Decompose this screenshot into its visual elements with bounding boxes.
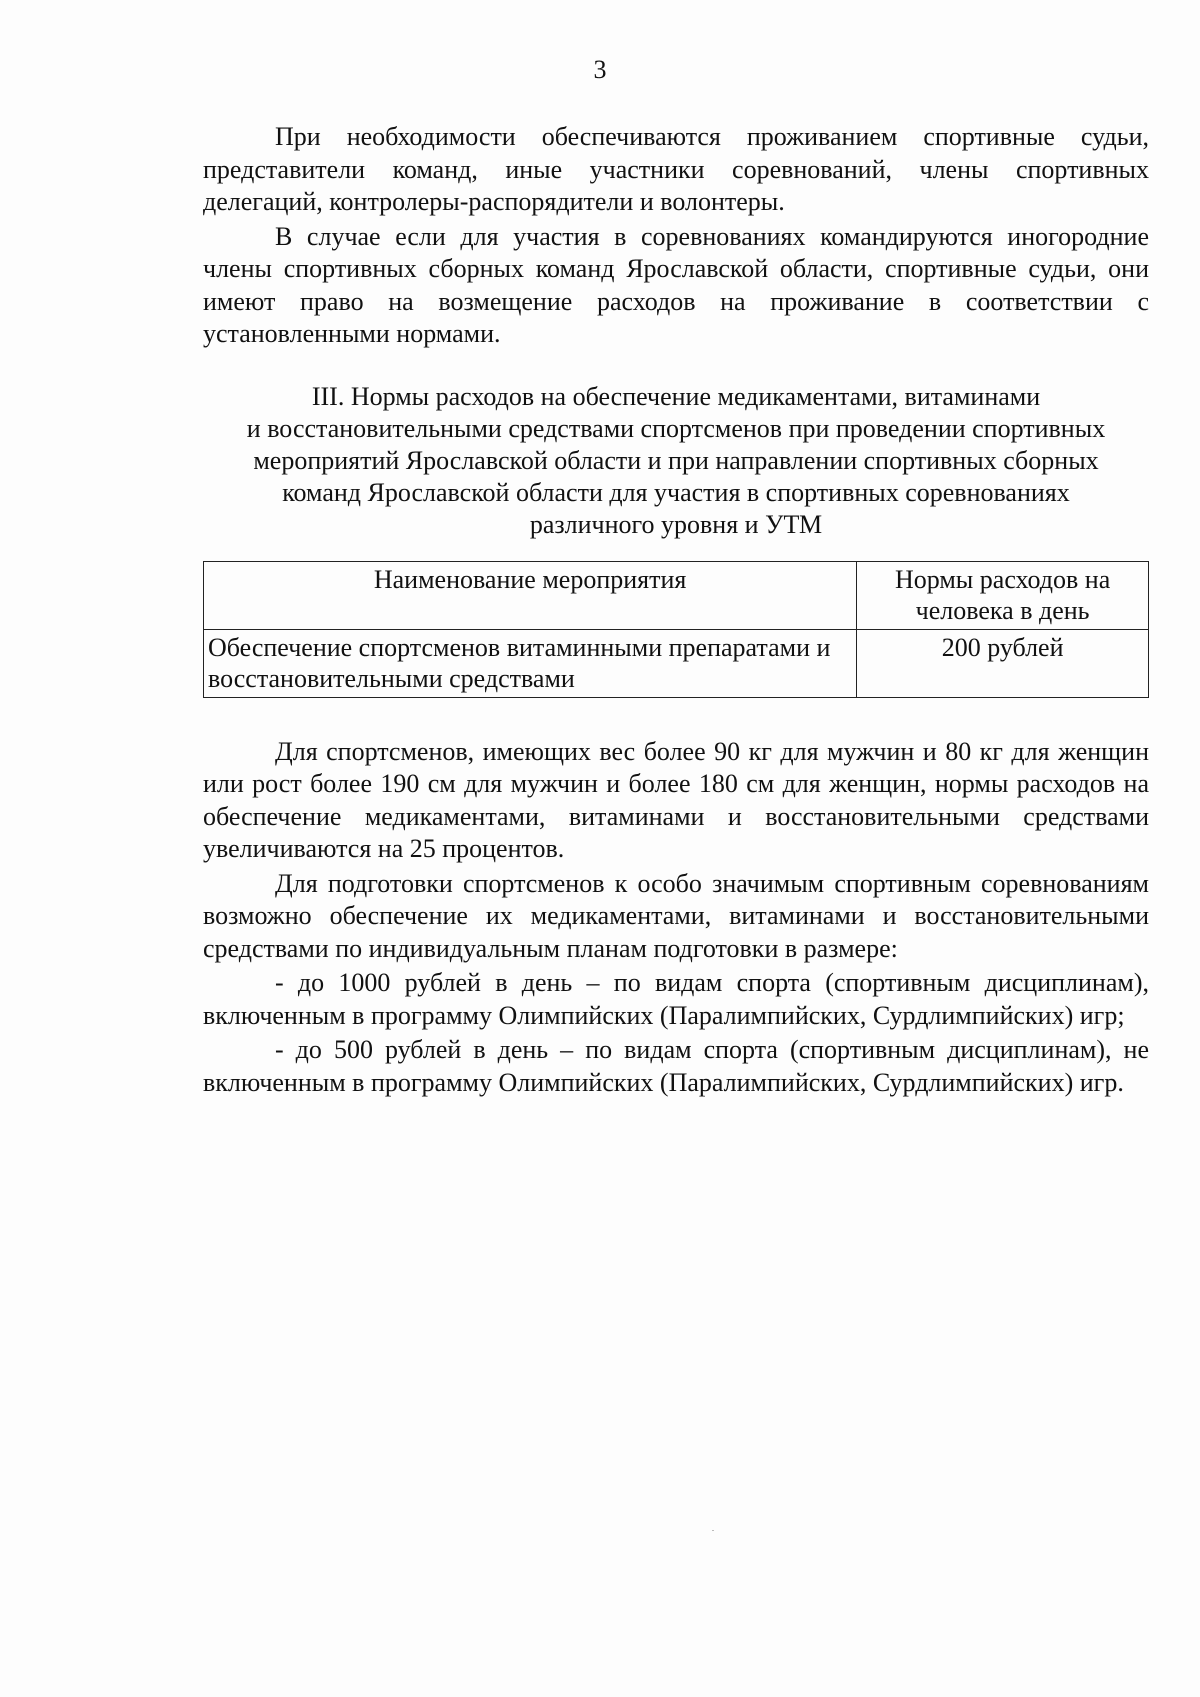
table-header-event: Наименование мероприятия (204, 561, 857, 629)
section-heading-line: команд Ярославской области для участия в спортивных соревнованиях (282, 477, 1070, 507)
scan-speck (712, 1530, 714, 1531)
table-cell-event: Обеспечение спортсменов витаминными препаратами и восстановительными средствами (204, 629, 857, 697)
paragraph-individual-plans: Для подготовки спортсменов к особо значимым спортивным соревнованиям возможно обеспечение их медикаментами, витаминами и восстановительными средствами по индивидуальным планам подготовки в размере: (203, 868, 1149, 963)
section-heading-line: мероприятий Ярославской области и при направлении спортивных сборных (253, 445, 1099, 475)
table-header-row (204, 561, 1149, 629)
section-heading-line: и восстановительными средствами спортсменов при проведении спортивных (246, 413, 1106, 443)
document-body (203, 121, 1149, 1099)
section-heading-line: III. Нормы расходов на обеспечение медикаментами, витаминами (311, 381, 1041, 411)
section-heading (203, 381, 1149, 541)
list-item-non-olympic: - до 500 рублей в день – по видам спорта (спортивным дисциплинам), не включенным в программу Олимпийских (Паралимпийских, Сурдлимпийских) игр. (203, 1035, 1149, 1097)
table-cell-norm: 200 рублей (857, 629, 1149, 697)
table-header-norm: Нормы расходов на человека в день (857, 561, 1149, 629)
page-number: 3 (593, 55, 607, 84)
paragraph-weight-height: Для спортсменов, имеющих вес более 90 кг для мужчин и 80 кг для женщин или рост более 190 см для мужчин и более 180 см для женщин, нормы расходов на обеспечение медикаментами, витаминами и восстановительными средствами увеличиваются на 25 процентов. (203, 736, 1149, 863)
table-row (204, 629, 1149, 697)
paragraph-accommodation: При необходимости обеспечиваются проживанием спортивные судьи, представители команд, иные участники соревнований, члены спортивных делегаций, контролеры-распорядители и волонтеры. (203, 122, 1149, 216)
section-heading-line: различного уровня и УТМ (529, 509, 823, 539)
list-item-olympic: - до 1000 рублей в день – по видам спорта (спортивным дисциплинам), включенным в программу Олимпийских (Паралимпийских, Сурдлимпийских) игр; (203, 968, 1149, 1030)
paragraph-reimbursement: В случае если для участия в соревнованиях командируются иногородние члены спортивных сборных команд Ярославской области, спортивные судьи, они имеют право на возмещение расходов на проживание в соответствии с установленными нормами. (203, 221, 1149, 348)
expense-norms-table (203, 561, 1149, 698)
